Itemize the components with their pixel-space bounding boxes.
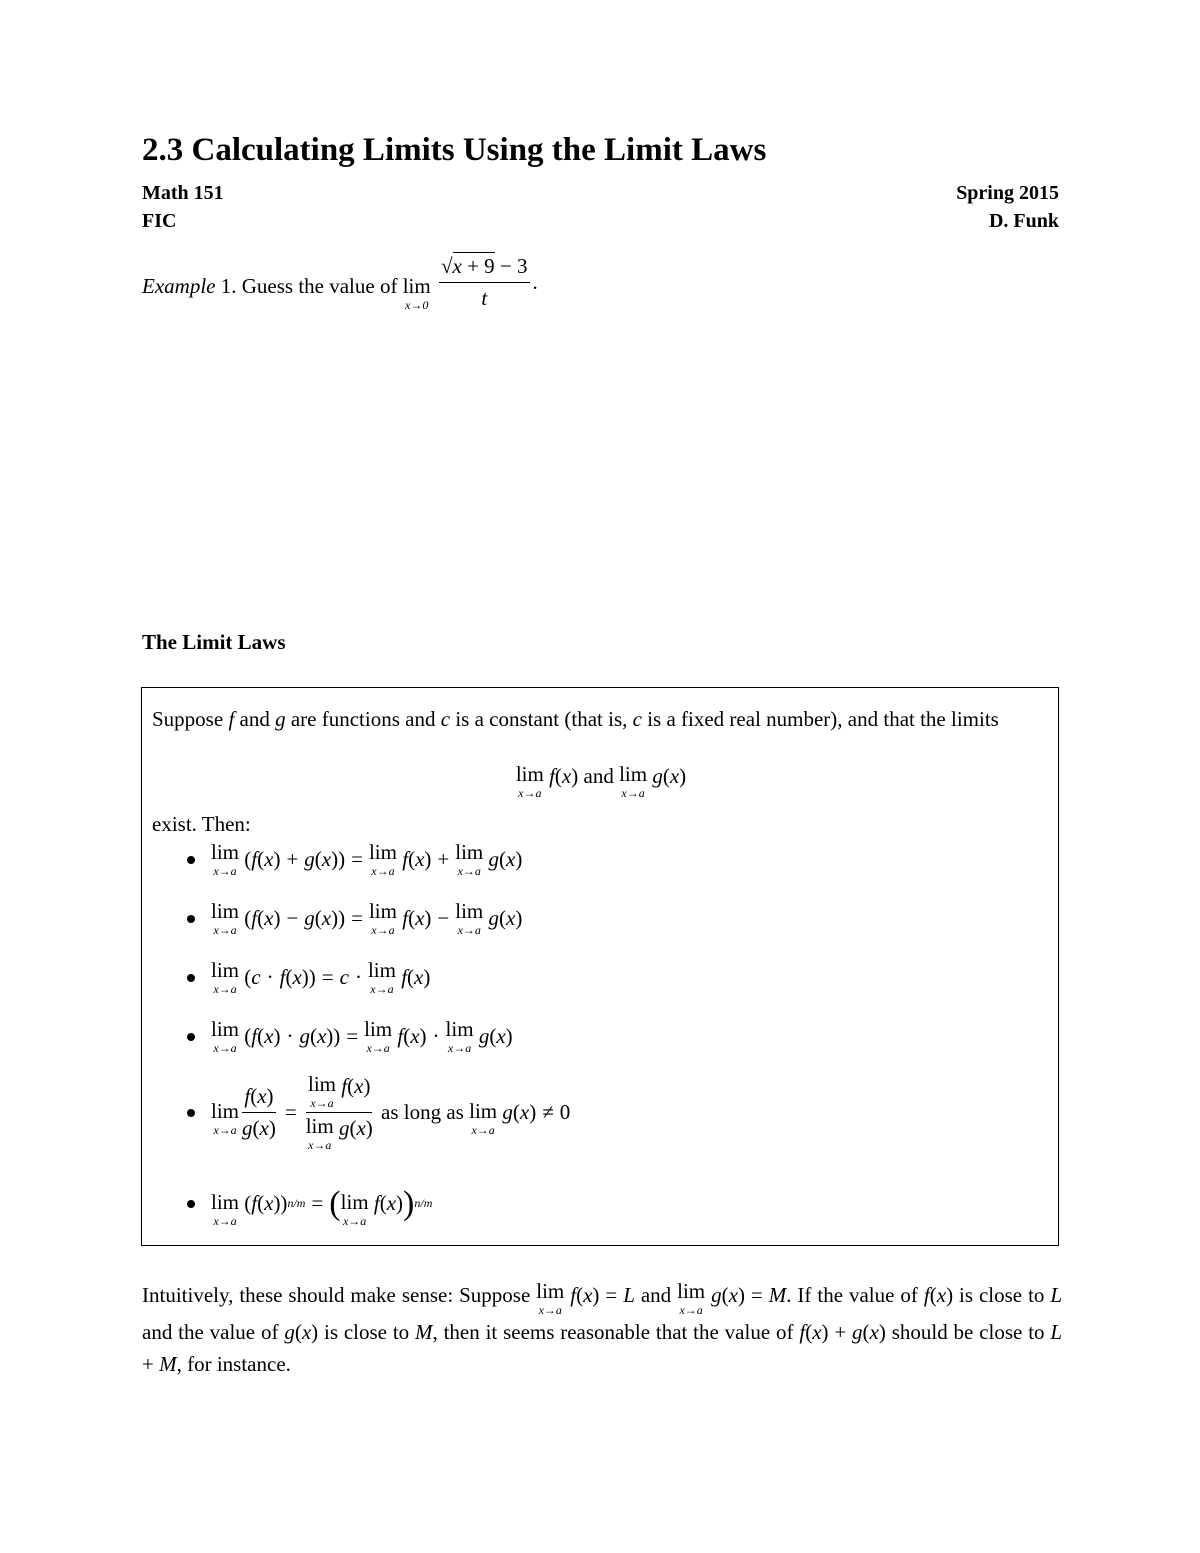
- limit-laws-box: [141, 687, 1059, 1246]
- institution: FIC: [142, 210, 177, 232]
- example-denominator: t: [481, 286, 488, 310]
- constant-multiple-law: lim x→a ( c · f ( x )) = c · lim x→a f ( x ): [187, 960, 430, 995]
- power-law: lim x→a ( f ( x )) n/m = ( lim x→a f ( x ) ) n/m: [187, 1180, 432, 1227]
- example-text: Guess the value of: [241, 274, 398, 298]
- example-fraction: [439, 254, 530, 311]
- example-label: Example: [142, 274, 216, 298]
- sum-law: lim x→a ( f ( x ) + g ( x )) = lim x→a f ( x ) + lim x→a g ( x ): [187, 842, 522, 877]
- bullet-icon: [187, 856, 195, 864]
- exist-then-text: exist. Then:: [152, 812, 251, 836]
- product-law: lim x→a ( f ( x ) · g ( x )) = lim x→a f ( x ) · lim x→a g ( x ): [187, 1019, 513, 1054]
- bullet-icon: [187, 1200, 195, 1208]
- quotient-condition-text: as long as: [381, 1100, 464, 1124]
- intuition-paragraph: Intuitively, these should make sense: Suppose lim x→a f(x) = L and lim x→a g(x) = M. If the value of f(x) is close to L and the value of g(x) is close to M, then it seems reasonable that the value of f(x) + g(x) should be close to L + M, for instance.: [142, 1279, 1063, 1376]
- example-limit: lim x→0: [402, 274, 431, 312]
- page-title: 2.3 Calculating Limits Using the Limit Laws: [142, 132, 767, 168]
- bullet-icon: [187, 974, 195, 982]
- limit-laws-intro: Suppose f and g are functions and c is a constant (that is, c is a fixed real number), and that the limits: [152, 707, 999, 731]
- difference-law: lim x→a ( f ( x ) − g ( x )) = lim x→a f ( x ) − lim x→a g ( x ): [187, 901, 522, 936]
- example-1: Example 1. Guess the value of lim x→0 $\frac{√x + 9 - 3}{t}$ .: [142, 254, 538, 312]
- course-name: Math 151: [142, 182, 224, 204]
- bullet-icon: [187, 1033, 195, 1041]
- quotient-law: lim x→a $\frac{f(x)}{g(x)}$ = lim x→a f(x) lim x→a g(x) as long as lim x→a g ( x ) ≠ 0: [187, 1074, 570, 1151]
- bullet-icon: [187, 1109, 195, 1117]
- example-number: 1.: [220, 274, 237, 298]
- instructor: D. Funk: [988, 210, 1059, 232]
- bullet-icon: [187, 915, 195, 923]
- limits-exist-equation: lim x→a f(x) and lim x→a g(x): [515, 762, 687, 800]
- example-numerator: √x + 9 − 3: [439, 254, 530, 283]
- term: Spring 2015: [956, 182, 1059, 204]
- section-heading-limit-laws: The Limit Laws: [142, 630, 286, 654]
